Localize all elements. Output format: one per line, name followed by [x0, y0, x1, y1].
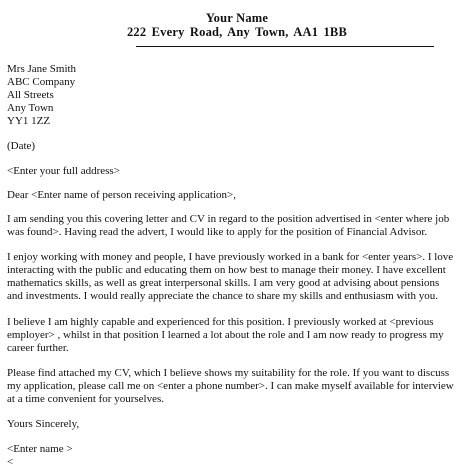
body-paragraph — [7, 251, 469, 303]
header-divider — [136, 46, 434, 47]
paragraph-line: Please find attached my CV, which I believe shows my suitability for the role. If you want to discuss — [7, 367, 450, 379]
sender-address: 222 Every Road, Any Town, AA1 1BB — [126, 25, 348, 39]
recipient-address-block — [7, 63, 469, 128]
body-paragraph — [7, 316, 469, 355]
recipient-line: Any Town — [7, 102, 54, 114]
paragraph-line: I enjoy working with money and people, I have previously worked in a bank for <enter years>. I love — [7, 251, 454, 263]
paragraph-line: I believe I am highly capable and experienced for this position. I previously worked at <previous — [7, 316, 434, 328]
body-paragraph — [7, 213, 469, 239]
paragraph-line: I am sending you this covering letter and CV in regard to the position advertised in <enter where job — [7, 213, 450, 225]
paragraph-line: and investments. I would really appreciate the chance to share my skills and enthusiasm with you. — [7, 290, 439, 302]
paragraph-line: at a time convenient for yourselves. — [7, 393, 165, 405]
paragraph-line: interacting with the public and educating them on how best to manage their money. I have excellent — [7, 264, 446, 276]
date-line: (Date) — [7, 140, 36, 152]
enter-address-placeholder: <Enter your full address> — [7, 165, 120, 177]
recipient-line: ABC Company — [7, 76, 76, 88]
paragraph-line: my application, please call me on <enter a phone number>. I can make myself available for interview — [7, 380, 454, 392]
body-paragraph — [7, 367, 469, 406]
recipient-line: YY1 1ZZ — [7, 115, 51, 127]
signature-name-continued: < — [7, 456, 14, 468]
sender-name: Your Name — [205, 11, 269, 25]
recipient-line: All Streets — [7, 89, 54, 101]
salutation: Dear <Enter name of person receiving application>, — [7, 189, 236, 201]
paragraph-line: was found>. Having read the advert, I would like to apply for the position of Financial Advisor. — [7, 226, 428, 238]
paragraph-line: mathematics skills, as well as great interpersonal skills. I am very good at advising about pensions — [7, 277, 440, 289]
paragraph-line: career further. — [7, 342, 69, 354]
paragraph-line: employer> , whilst in that position I learned a lot about the role and I am now ready to progress my — [7, 329, 444, 341]
signature-name: <Enter name > — [7, 443, 73, 455]
recipient-line: Mrs Jane Smith — [7, 63, 77, 75]
closing: Yours Sincerely, — [7, 418, 80, 430]
